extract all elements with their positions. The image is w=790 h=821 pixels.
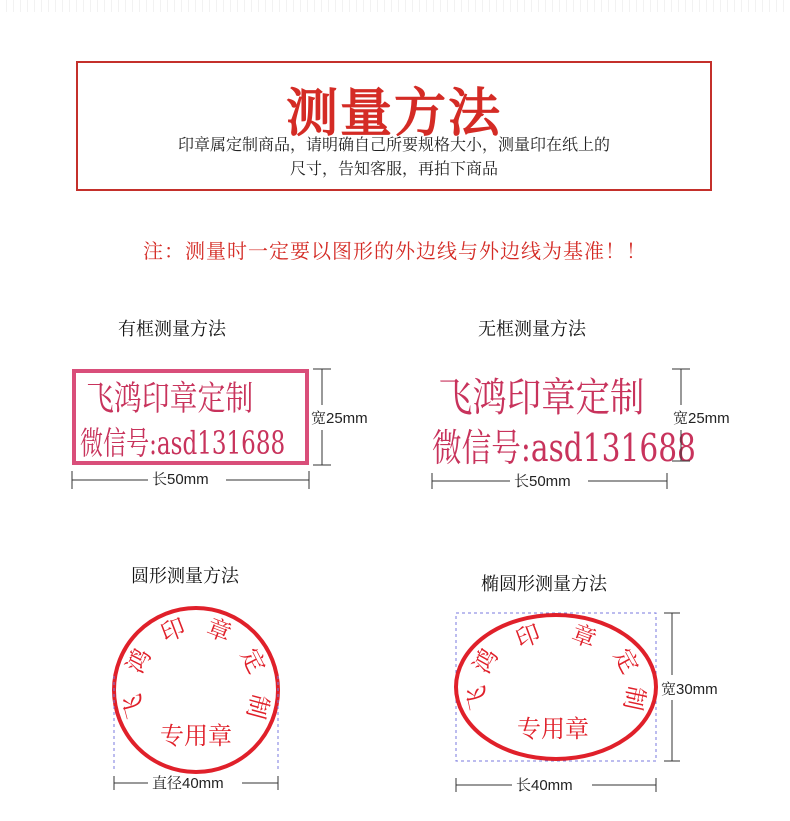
framed-stamp-line-1: 飞鸿印章定制 bbox=[86, 379, 254, 419]
framed-height-label: 宽25mm bbox=[311, 410, 368, 427]
circle-arc-char-3: 章 bbox=[202, 612, 236, 648]
ellipse-method-label: 椭圆形测量方法 bbox=[481, 574, 607, 595]
circle-method-label: 圆形测量方法 bbox=[131, 566, 239, 587]
framed-method-label: 有框测量方法 bbox=[118, 319, 226, 340]
frameless-height-label: 宽25mm bbox=[673, 410, 730, 427]
circle-arc-char-4: 定 bbox=[235, 643, 271, 678]
page-title: 测量方法 bbox=[285, 84, 502, 144]
frameless-dimension-lines bbox=[432, 369, 690, 489]
frameless-method-label: 无框测量方法 bbox=[478, 319, 586, 340]
circle-arc-char-2: 印 bbox=[156, 612, 190, 648]
circle-arc-char-0: 飞 bbox=[117, 691, 151, 722]
ellipse-center-text: 专用章 bbox=[517, 715, 589, 743]
ellipse-arc-char-5: 制 bbox=[618, 683, 651, 713]
circle-arc-char-1: 鸿 bbox=[121, 643, 157, 678]
description-line-2: 尺寸，告知客服，再拍下商品 bbox=[289, 159, 498, 178]
description-line-1: 印章属定制商品，请明确自己所要规格大小，测量印在纸上的 bbox=[177, 135, 610, 154]
frameless-stamp-line-2: 微信号:asd131688 bbox=[432, 426, 696, 470]
ellipse-arc-char-3: 章 bbox=[567, 619, 601, 654]
measurement-note: 注：测量时一定要以图形的外边线与外边线为基准！！ bbox=[143, 239, 647, 263]
circle-diameter-label: 直径40mm bbox=[152, 775, 224, 792]
frameless-width-label: 长50mm bbox=[514, 473, 571, 490]
ellipse-width-label: 长40mm bbox=[516, 777, 573, 794]
frameless-stamp-line-1: 飞鸿印章定制 bbox=[438, 375, 645, 421]
circle-center-text: 专用章 bbox=[160, 722, 232, 750]
ellipse-arc-char-2: 印 bbox=[511, 619, 545, 654]
ellipse-arc-char-0: 飞 bbox=[461, 683, 494, 713]
circle-arc-char-5: 制 bbox=[241, 691, 275, 722]
ellipse-arc-char-4: 定 bbox=[608, 643, 645, 679]
framed-stamp-line-2: 微信号:asd131688 bbox=[80, 424, 286, 462]
framed-width-label: 长50mm bbox=[152, 471, 209, 488]
ellipse-arc-char-1: 鸿 bbox=[467, 643, 504, 679]
ellipse-height-label: 宽30mm bbox=[661, 681, 718, 698]
